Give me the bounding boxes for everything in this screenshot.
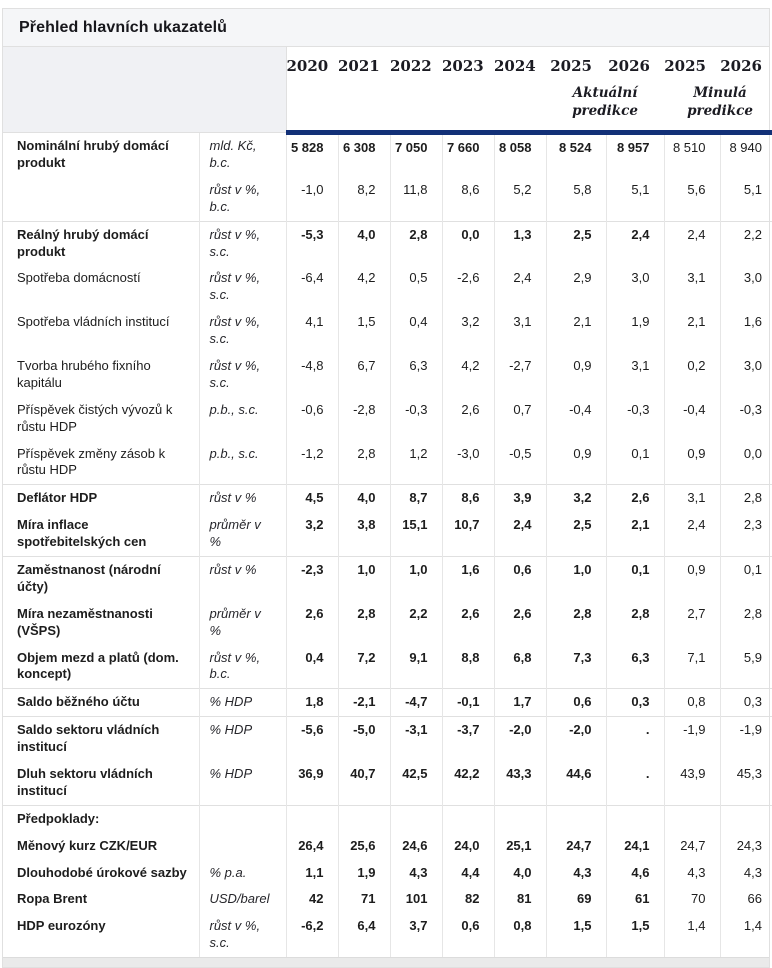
cell-value: 2,4	[664, 221, 720, 265]
cell-value: -0,5	[494, 441, 546, 485]
cell-value: 4,3	[720, 860, 772, 887]
cell-value: 5,1	[606, 177, 664, 221]
cell-value: 5,8	[546, 177, 606, 221]
cell-value: 25,6	[338, 833, 390, 860]
cell-value: 2,8	[338, 441, 390, 485]
cell-value: -0,6	[286, 397, 338, 441]
cell-value: -5,6	[286, 717, 338, 761]
cell-value: 3,0	[606, 265, 664, 309]
row-unit: růst v %, s.c.	[199, 265, 286, 309]
cell-value: 0,5	[390, 265, 442, 309]
indicators-table-card	[2, 8, 770, 968]
row-unit: růst v %, b.c.	[199, 177, 286, 221]
cell-value: -0,3	[720, 397, 772, 441]
row-unit	[199, 833, 286, 860]
cell-value: -3,0	[442, 441, 494, 485]
cell-value: 1,3	[494, 221, 546, 265]
row-unit: USD/barel	[199, 886, 286, 913]
cell-value: 82	[442, 886, 494, 913]
cell-value: 3,1	[664, 485, 720, 512]
table-row	[3, 353, 772, 397]
cell-value: 2,3	[720, 512, 772, 556]
table-row	[3, 913, 772, 957]
cell-value: 1,5	[546, 913, 606, 957]
table-title-bar	[3, 9, 769, 47]
row-label: Spotřeba domácností	[17, 270, 141, 286]
cell-value: 3,2	[442, 309, 494, 353]
cell-value: 1,5	[606, 913, 664, 957]
cell-value: 3,2	[286, 512, 338, 556]
row-label: Objem mezd a platů (dom. koncept)	[17, 649, 179, 682]
cell-value: -5,0	[338, 717, 390, 761]
row-unit: mld. Kč, b.c.	[199, 133, 286, 177]
cell-value: 8 524	[546, 133, 606, 177]
cell-value: 2,8	[606, 601, 664, 645]
cell-value: 1,6	[442, 557, 494, 601]
cell-value: 4,0	[338, 221, 390, 265]
cell-value: 8 940	[720, 133, 772, 177]
cell-value: 5,1	[720, 177, 772, 221]
year-header: 2024	[494, 57, 536, 75]
row-label: Ropa Brent	[17, 891, 88, 907]
cell-value: 0,7	[494, 397, 546, 441]
cell-value: 1,0	[390, 557, 442, 601]
cell-value: 43,3	[494, 761, 546, 805]
table-row	[3, 557, 772, 601]
cell-value: 6,4	[338, 913, 390, 957]
cell-value: 1,0	[338, 557, 390, 601]
cell-value: 6 308	[338, 133, 390, 177]
cell-value: 0,8	[494, 913, 546, 957]
previous-prediction-label: Minulá predikce	[664, 79, 772, 133]
cell-value: 36,9	[286, 761, 338, 805]
table-row	[3, 645, 772, 689]
cell-value: 5,2	[494, 177, 546, 221]
cell-value: 24,6	[390, 833, 442, 860]
cell-value	[720, 805, 772, 832]
table-row	[3, 761, 772, 805]
cell-value: 4,0	[338, 485, 390, 512]
year-header-previous-2026: 2026	[720, 57, 762, 75]
cell-value: 3,1	[606, 353, 664, 397]
table-row	[3, 133, 772, 177]
cell-value: 11,8	[390, 177, 442, 221]
cell-value: 9,1	[390, 645, 442, 689]
table-row	[3, 805, 772, 832]
cell-value: 3,0	[720, 265, 772, 309]
cell-value: 40,7	[338, 761, 390, 805]
row-unit: růst v %, b.c.	[199, 645, 286, 689]
cell-value: 0,1	[606, 441, 664, 485]
main-table	[3, 47, 772, 957]
cell-value: 2,6	[606, 485, 664, 512]
cell-value: -5,3	[286, 221, 338, 265]
table-row	[3, 689, 772, 717]
cell-value: -4,8	[286, 353, 338, 397]
cell-value: -0,1	[442, 689, 494, 717]
cell-value: 4,3	[664, 860, 720, 887]
cell-value: 2,5	[546, 512, 606, 556]
row-label: Zaměstnanost (národní účty)	[3, 557, 199, 601]
year-header-current-2026: 2026	[608, 57, 650, 75]
cell-value: 2,4	[494, 265, 546, 309]
cell-value: 8,2	[338, 177, 390, 221]
cell-value: .	[606, 717, 664, 761]
cell-value: -2,7	[494, 353, 546, 397]
cell-value: 5 828	[286, 133, 338, 177]
cell-value: 3,9	[494, 485, 546, 512]
cell-value: 8 058	[494, 133, 546, 177]
cell-value: 2,8	[546, 601, 606, 645]
cell-value	[494, 805, 546, 832]
cell-value: -0,3	[606, 397, 664, 441]
cell-value: 1,9	[606, 309, 664, 353]
cell-value: 1,6	[720, 309, 772, 353]
cell-value: 3,1	[494, 309, 546, 353]
horizontal-scrollbar[interactable]	[3, 957, 769, 967]
cell-value: 0,8	[664, 689, 720, 717]
cell-value: 2,1	[606, 512, 664, 556]
cell-value: 0,9	[546, 441, 606, 485]
cell-value: 0,0	[442, 221, 494, 265]
cell-value: 8,6	[442, 485, 494, 512]
cell-value: 24,7	[664, 833, 720, 860]
cell-value: 5,9	[720, 645, 772, 689]
cell-value: 1,2	[390, 441, 442, 485]
cell-value: 66	[720, 886, 772, 913]
cell-value: 42,2	[442, 761, 494, 805]
cell-value: 2,8	[720, 601, 772, 645]
year-header-previous-2025: 2025	[664, 57, 706, 75]
cell-value: 7 660	[442, 133, 494, 177]
row-label: Spotřeba vládních institucí	[17, 314, 170, 330]
cell-value: -1,2	[286, 441, 338, 485]
table-row	[3, 833, 772, 860]
cell-value: 0,0	[720, 441, 772, 485]
cell-value: 6,7	[338, 353, 390, 397]
cell-value: 2,6	[494, 601, 546, 645]
table-row	[3, 397, 772, 441]
cell-value: 4,6	[606, 860, 664, 887]
cell-value: 0,6	[442, 913, 494, 957]
cell-value: 0,9	[546, 353, 606, 397]
cell-value: -0,4	[546, 397, 606, 441]
table-row	[3, 601, 772, 645]
cell-value: 3,1	[664, 265, 720, 309]
row-unit: % HDP	[199, 761, 286, 805]
cell-value: -2,8	[338, 397, 390, 441]
cell-value: 8 510	[664, 133, 720, 177]
row-unit: růst v %, s.c.	[199, 309, 286, 353]
cell-value: 1,7	[494, 689, 546, 717]
header-corner-cell	[3, 47, 286, 133]
cell-value: -6,4	[286, 265, 338, 309]
year-header-current-2025: 2025	[550, 57, 592, 75]
cell-value: 8,6	[442, 177, 494, 221]
cell-value: 81	[494, 886, 546, 913]
cell-value	[664, 805, 720, 832]
cell-value: 2,6	[286, 601, 338, 645]
cell-value: 2,2	[720, 221, 772, 265]
cell-value: 4,2	[442, 353, 494, 397]
table-row	[3, 512, 772, 556]
cell-value: -0,3	[390, 397, 442, 441]
row-label: Deflátor HDP	[3, 485, 199, 512]
prediction-spacer	[286, 79, 546, 133]
cell-value: 42	[286, 886, 338, 913]
cell-value: 44,6	[546, 761, 606, 805]
cell-value	[390, 805, 442, 832]
cell-value: 24,3	[720, 833, 772, 860]
cell-value: 3,2	[546, 485, 606, 512]
cell-value: -1,9	[664, 717, 720, 761]
row-unit: průměr v %	[199, 601, 286, 645]
table-row	[3, 265, 772, 309]
cell-value: -2,0	[494, 717, 546, 761]
cell-value: 15,1	[390, 512, 442, 556]
table-row	[3, 221, 772, 265]
row-label: Míra nezaměstnanosti (VŠPS)	[17, 605, 153, 638]
cell-value: 8,7	[390, 485, 442, 512]
cell-value: 25,1	[494, 833, 546, 860]
cell-value: 2,6	[442, 601, 494, 645]
year-header: 2021	[338, 57, 380, 75]
row-label: Nominální hrubý domácí produkt	[3, 133, 199, 177]
cell-value: 4,2	[338, 265, 390, 309]
row-unit: růst v %	[199, 557, 286, 601]
cell-value	[286, 805, 338, 832]
year-header: 2020	[286, 57, 329, 75]
cell-value: 3,0	[720, 353, 772, 397]
table-row	[3, 860, 772, 887]
cell-value: 1,0	[546, 557, 606, 601]
cell-value: 42,5	[390, 761, 442, 805]
cell-value: 2,1	[546, 309, 606, 353]
cell-value: 2,7	[664, 601, 720, 645]
cell-value: 4,3	[546, 860, 606, 887]
cell-value: 2,9	[546, 265, 606, 309]
row-label: Tvorba hrubého fixního kapitálu	[17, 358, 151, 390]
table-row	[3, 177, 772, 221]
table-row	[3, 886, 772, 913]
row-unit: p.b., s.c.	[199, 397, 286, 441]
cell-value: 3,7	[390, 913, 442, 957]
cell-value: 101	[390, 886, 442, 913]
cell-value: 2,1	[664, 309, 720, 353]
cell-value	[338, 805, 390, 832]
cell-value: 24,7	[546, 833, 606, 860]
cell-value: 6,3	[606, 645, 664, 689]
cell-value: 0,6	[494, 557, 546, 601]
cell-value: 0,3	[606, 689, 664, 717]
current-prediction-label: Aktuální predikce	[546, 79, 664, 133]
row-unit: růst v %, s.c.	[199, 221, 286, 265]
cell-value: .	[606, 761, 664, 805]
cell-value: 3,8	[338, 512, 390, 556]
cell-value: 1,9	[338, 860, 390, 887]
cell-value: 0,9	[664, 557, 720, 601]
row-unit: % HDP	[199, 717, 286, 761]
cell-value: -1,9	[720, 717, 772, 761]
cell-value: -4,7	[390, 689, 442, 717]
row-label: Dluh sektoru vládních institucí	[17, 766, 153, 798]
cell-value: -2,3	[286, 557, 338, 601]
cell-value: 2,8	[338, 601, 390, 645]
cell-value: 0,1	[720, 557, 772, 601]
cell-value: 24,0	[442, 833, 494, 860]
cell-value	[442, 805, 494, 832]
cell-value: 10,7	[442, 512, 494, 556]
row-unit: % p.a.	[199, 860, 286, 887]
table-row	[3, 717, 772, 761]
cell-value: 2,6	[442, 397, 494, 441]
table-row	[3, 485, 772, 512]
cell-value: 0,6	[546, 689, 606, 717]
cell-value: 1,5	[338, 309, 390, 353]
row-label: Příspěvek čistých vývozů k růstu HDP	[17, 401, 173, 434]
cell-value: 8 957	[606, 133, 664, 177]
cell-value: -2,0	[546, 717, 606, 761]
cell-value: 4,3	[390, 860, 442, 887]
row-label	[3, 177, 199, 221]
cell-value: 6,3	[390, 353, 442, 397]
cell-value: 4,0	[494, 860, 546, 887]
cell-value: -0,4	[664, 397, 720, 441]
cell-value: 26,4	[286, 833, 338, 860]
row-unit: p.b., s.c.	[199, 441, 286, 485]
cell-value: -1,0	[286, 177, 338, 221]
year-header: 2022	[390, 57, 432, 75]
cell-value: 0,9	[664, 441, 720, 485]
row-unit: růst v %	[199, 485, 286, 512]
cell-value: 2,4	[606, 221, 664, 265]
cell-value: 7,1	[664, 645, 720, 689]
cell-value: 0,3	[720, 689, 772, 717]
cell-value: -3,1	[390, 717, 442, 761]
row-label: HDP eurozóny	[17, 918, 106, 934]
cell-value: -2,6	[442, 265, 494, 309]
cell-value: 70	[664, 886, 720, 913]
cell-value: 2,4	[494, 512, 546, 556]
cell-value: 45,3	[720, 761, 772, 805]
cell-value: 6,8	[494, 645, 546, 689]
cell-value: 7,2	[338, 645, 390, 689]
cell-value: -2,1	[338, 689, 390, 717]
cell-value: 0,2	[664, 353, 720, 397]
row-unit: % HDP	[199, 689, 286, 717]
cell-value: 0,4	[390, 309, 442, 353]
cell-value	[606, 805, 664, 832]
cell-value: 2,8	[390, 221, 442, 265]
cell-value: 7 050	[390, 133, 442, 177]
cell-value: 43,9	[664, 761, 720, 805]
row-label: Saldo běžného účtu	[3, 689, 199, 717]
cell-value: 0,1	[606, 557, 664, 601]
cell-value: 8,8	[442, 645, 494, 689]
cell-value: 4,5	[286, 485, 338, 512]
row-label: Příspěvek změny zásob k růstu HDP	[17, 445, 166, 478]
table-row	[3, 309, 772, 353]
cell-value: -6,2	[286, 913, 338, 957]
cell-value: 7,3	[546, 645, 606, 689]
row-label: Dlouhodobé úrokové sazby	[17, 864, 187, 880]
cell-value: 4,4	[442, 860, 494, 887]
cell-value: 24,1	[606, 833, 664, 860]
cell-value: 61	[606, 886, 664, 913]
cell-value: 1,1	[286, 860, 338, 887]
cell-value: 4,1	[286, 309, 338, 353]
cell-value: 5,6	[664, 177, 720, 221]
table-title: Přehled hlavních ukazatelů	[19, 19, 227, 36]
cell-value: 1,4	[720, 913, 772, 957]
cell-value: 2,2	[390, 601, 442, 645]
table-body	[3, 133, 772, 958]
row-unit	[199, 805, 286, 832]
cell-value: 69	[546, 886, 606, 913]
cell-value	[546, 805, 606, 832]
cell-value: 1,4	[664, 913, 720, 957]
cell-value: 71	[338, 886, 390, 913]
cell-value: -3,7	[442, 717, 494, 761]
row-label: Saldo sektoru vládních institucí	[3, 717, 199, 761]
table-row	[3, 441, 772, 485]
row-label: Předpoklady:	[3, 805, 199, 832]
row-unit: růst v %, s.c.	[199, 353, 286, 397]
cell-value: 2,8	[720, 485, 772, 512]
cell-value: 2,4	[664, 512, 720, 556]
row-unit: růst v %, s.c.	[199, 913, 286, 957]
cell-value: 0,4	[286, 645, 338, 689]
year-header: 2023	[442, 57, 484, 75]
row-label: Reálný hrubý domácí produkt	[3, 221, 199, 265]
cell-value: 1,8	[286, 689, 338, 717]
row-unit: průměr v %	[199, 512, 286, 556]
row-label: Měnový kurz CZK/EUR	[17, 837, 158, 853]
row-label: Míra inflace spotřebitelských cen	[17, 517, 147, 550]
year-header-row	[3, 47, 772, 79]
cell-value: 2,5	[546, 221, 606, 265]
